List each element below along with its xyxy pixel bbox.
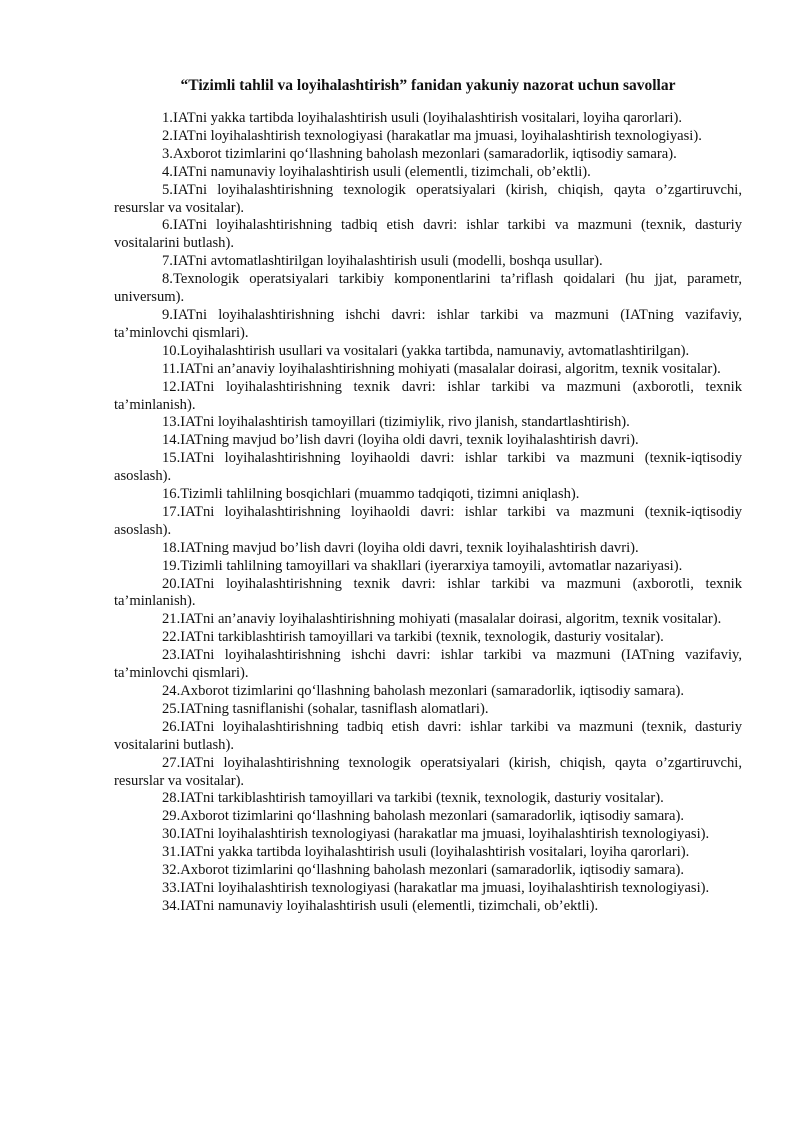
question-text: IATni loyihalashtirishning texnologik operatsiyalari (kirish, chiqish, qayta o’zgartiruvchi, resurslar va vositalar).: [114, 181, 742, 216]
question-text: IATni loyihalashtirish texnologiyasi (harakatlar ma jmuasi, loyihalashtirish texnologiyasi).: [180, 826, 710, 843]
question-item: [114, 647, 742, 683]
question-item: [114, 504, 742, 540]
question-item: [114, 146, 742, 164]
question-text: IATni avtomatlashtirilgan loyihalashtirish usuli (modelli, boshqa usullar).: [172, 253, 603, 270]
question-text: IATni yakka tartibda loyihalashtirish usuli (loyihalashtirish vositalari, loyiha qarorlari).: [172, 110, 682, 126]
question-item: [114, 110, 742, 128]
question-number: 14.: [162, 432, 181, 449]
question-item: [114, 790, 742, 808]
question-number: 5.: [162, 181, 173, 198]
question-number: 31.: [162, 844, 181, 861]
question-number: 11.: [162, 360, 180, 377]
question-item: [114, 755, 742, 791]
question-number: 24.: [162, 683, 181, 699]
question-text: IATni loyihalashtirish tamoyillari (tizimiylik, rivo jlanish, standartlashtirish).: [180, 414, 630, 431]
question-item: [114, 898, 742, 916]
question-number: 9.: [162, 306, 173, 323]
question-item: [114, 558, 742, 576]
question-number: 20.: [162, 575, 181, 592]
question-item: [114, 611, 742, 629]
question-text: IATni loyihalashtirishning tadbiq etish davri: ishlar tarkibi va mazmuni (texnik, dasturiy vositalarini butlash).: [114, 718, 742, 753]
document-title: “Tizimli tahlil va loyihalashtirish” fanidan yakuniy nazorat uchun savollar: [180, 77, 676, 94]
question-text: Axborot tizimlarini qo‘llashning baholash mezonlari (samaradorlik, iqtisodiy samara).: [180, 683, 685, 699]
question-item: [114, 844, 742, 862]
question-item: [114, 414, 742, 432]
question-item: [114, 629, 742, 647]
question-number: 32.: [162, 862, 181, 879]
question-text: IATning mavjud bo’lish davri (loyiha oldi davri, texnik loyihalashtirish davri).: [180, 432, 639, 449]
question-item: [114, 361, 742, 379]
question-number: 25.: [162, 700, 181, 717]
question-text: Tizimli tahlilning tamoyillari va shakllari (iyerarxiya tamoyili, avtomatlar nazariyasi).: [180, 557, 683, 574]
question-item: [114, 826, 742, 844]
question-number: 2.: [162, 127, 173, 144]
question-item: [114, 271, 742, 307]
question-text: Axborot tizimlarini qo‘llashning baholash mezonlari (samaradorlik, iqtisodiy samara).: [180, 862, 685, 879]
question-text: IATni an’anaviy loyihalashtirishning mohiyati (masalalar doirasi, algoritm, texnik vositalar).: [180, 611, 722, 628]
question-item: [114, 540, 742, 558]
question-item: [114, 307, 742, 343]
question-item: [114, 128, 742, 146]
question-item: [114, 253, 742, 271]
question-number: 30.: [162, 826, 181, 843]
question-number: 27.: [162, 754, 181, 771]
question-text: IATni loyihalashtirishning loyihaoldi davri: ishlar tarkibi va mazmuni (texnik-iqtisodiy asoslash).: [114, 450, 742, 485]
question-item: [114, 880, 742, 898]
question-item: [114, 379, 742, 415]
question-number: 17.: [162, 503, 181, 520]
question-text: IATni loyihalashtirishning texnik davri: ishlar tarkibi va mazmuni (axborotli, texnik ta’minlanish).: [114, 575, 742, 610]
question-text: IATni tarkiblashtirish tamoyillari va tarkibi (texnik, texnologik, dasturiy vositalar).: [180, 629, 664, 646]
question-text: IATning tasniflanishi (sohalar, tasniflash alomatlari).: [180, 700, 489, 717]
question-number: 28.: [162, 790, 181, 807]
question-text: Texnologik operatsiyalari tarkibiy komponentlarini ta’riflash qoidalari (hu jjat, parametr, universum).: [114, 271, 742, 306]
question-item: [114, 182, 742, 218]
question-number: 12.: [162, 378, 181, 395]
question-number: 22.: [162, 629, 181, 646]
question-number: 18.: [162, 539, 181, 556]
question-number: 8.: [162, 271, 173, 288]
question-item: [114, 164, 742, 182]
question-number: 34.: [162, 897, 181, 914]
question-item: [114, 576, 742, 612]
question-number: 16.: [162, 486, 181, 503]
question-list: [114, 110, 742, 916]
question-number: 21.: [162, 611, 181, 628]
question-number: 3.: [162, 145, 173, 162]
question-item: [114, 343, 742, 361]
question-text: IATni loyihalashtirishning loyihaoldi davri: ishlar tarkibi va mazmuni (texnik-iqtisodiy asoslash).: [114, 503, 742, 538]
question-text: IATni tarkiblashtirish tamoyillari va tarkibi (texnik, texnologik, dasturiy vositalar).: [180, 790, 664, 807]
question-number: 1.: [162, 110, 173, 126]
question-number: 23.: [162, 647, 181, 664]
question-text: IATni loyihalashtirishning ishchi davri: ishlar tarkibi va mazmuni (IATning vazifaviy, ta’minlovchi qismlari).: [114, 306, 742, 341]
question-item: [114, 719, 742, 755]
question-text: IATni loyihalashtirishning tadbiq etish davri: ishlar tarkibi va mazmuni (texnik, dasturiy vositalarini butlash).: [114, 217, 742, 252]
question-item: [114, 486, 742, 504]
question-number: 13.: [162, 414, 181, 431]
question-item: [114, 683, 742, 701]
question-number: 4.: [162, 163, 173, 180]
question-text: Tizimli tahlilning bosqichlari (muammo tadqiqoti, tizimni aniqlash).: [180, 486, 580, 503]
question-number: 15.: [162, 450, 181, 467]
question-number: 19.: [162, 557, 181, 574]
question-item: [114, 432, 742, 450]
question-text: IATni namunaviy loyihalashtirish usuli (elementli, tizimchali, ob’ektli).: [172, 163, 591, 180]
question-text: IATni loyihalashtirishning ishchi davri: ishlar tarkibi va mazmuni (IATning vazifaviy, ta’minlovchi qismlari).: [114, 647, 742, 682]
question-item: [114, 450, 742, 486]
question-text: IATni an’anaviy loyihalashtirishning mohiyati (masalalar doirasi, algoritm, texnik vositalar).: [179, 360, 721, 377]
question-text: IATni loyihalashtirish texnologiyasi (harakatlar ma jmuasi, loyihalashtirish texnologiyasi).: [180, 879, 710, 896]
question-text: IATni namunaviy loyihalashtirish usuli (elementli, tizimchali, ob’ektli).: [180, 897, 599, 914]
question-number: 7.: [162, 253, 173, 270]
question-text: IATni loyihalashtirishning texnologik operatsiyalari (kirish, chiqish, qayta o’zgartiruvchi, resurslar va vositalar).: [114, 754, 742, 789]
question-text: IATni loyihalashtirish texnologiyasi (harakatlar ma jmuasi, loyihalashtirish texnologiyasi).: [172, 127, 702, 144]
question-item: [114, 217, 742, 253]
question-number: 6.: [162, 217, 173, 234]
question-item: [114, 862, 742, 880]
question-text: IATni loyihalashtirishning texnik davri: ishlar tarkibi va mazmuni (axborotli, texnik ta’minlanish).: [114, 378, 742, 413]
question-text: IATning mavjud bo’lish davri (loyiha oldi davri, texnik loyihalashtirish davri).: [180, 539, 639, 556]
question-number: 29.: [162, 808, 181, 825]
question-text: IATni yakka tartibda loyihalashtirish usuli (loyihalashtirish vositalari, loyiha qarorlari).: [180, 844, 690, 861]
question-number: 33.: [162, 879, 181, 896]
question-item: [114, 808, 742, 826]
question-text: Axborot tizimlarini qo‘llashning baholash mezonlari (samaradorlik, iqtisodiy samara).: [172, 145, 677, 162]
question-item: [114, 701, 742, 719]
question-text: Axborot tizimlarini qo‘llashning baholash mezonlari (samaradorlik, iqtisodiy samara).: [180, 808, 685, 825]
question-text: Loyihalashtirish usullari va vositalari (yakka tartibda, namunaviy, avtomatlashtirilgan).: [180, 342, 690, 359]
question-number: 10.: [162, 342, 181, 359]
question-number: 26.: [162, 718, 181, 735]
